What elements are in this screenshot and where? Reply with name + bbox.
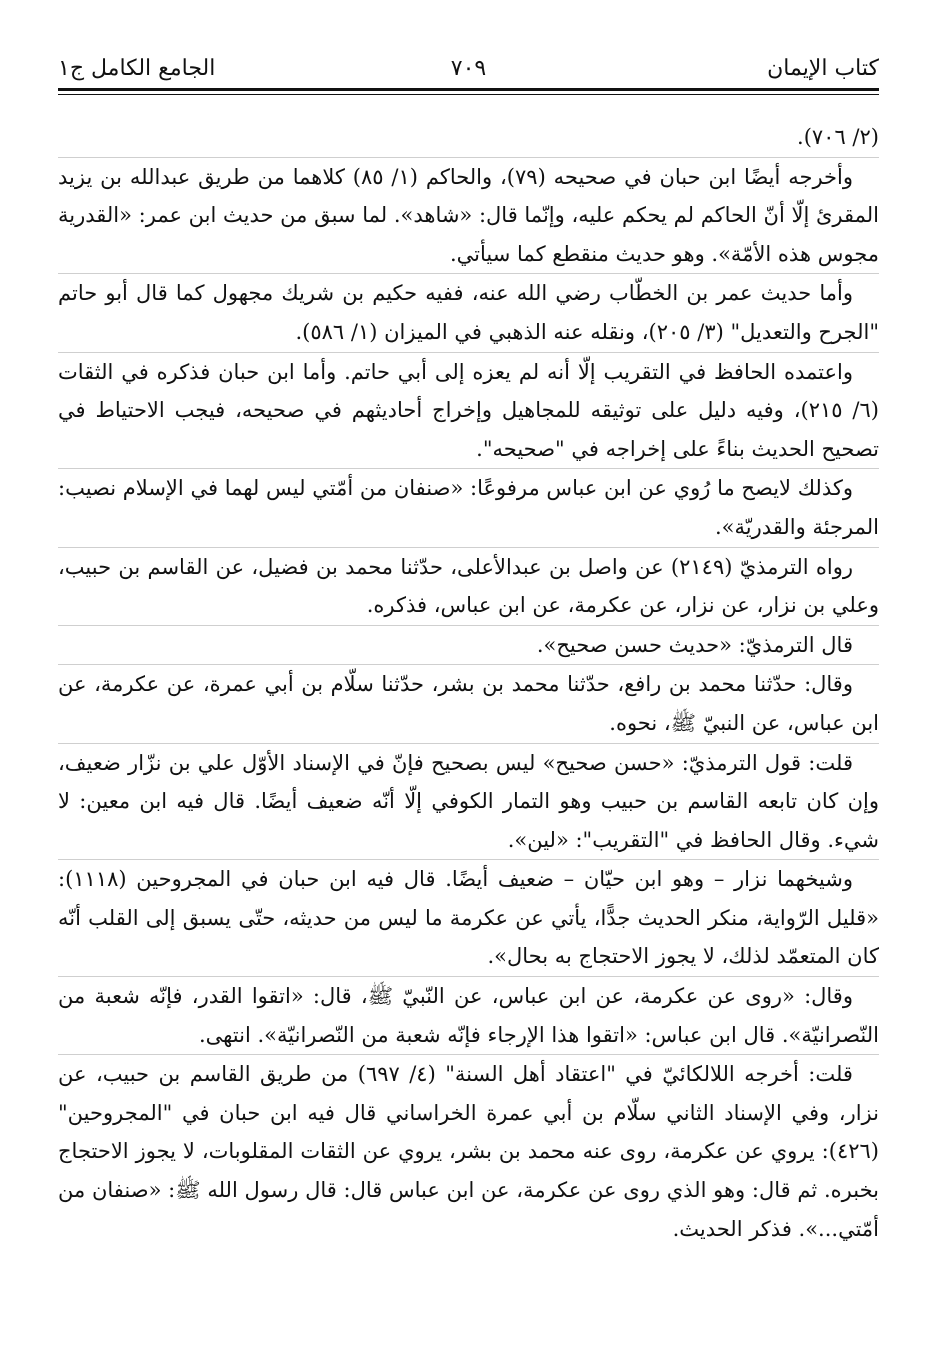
paragraph-4: واعتمده الحافظ في التقريب إلّا أنه لم يعزه إلى أبي حاتم. وأما ابن حبان فذكره في الثقات (٦/ ٢١٥)، وفيه دليل على توثيقه للمجاهيل وإخراج أحاديثهم في صحيحه، فيجب الاحتياط في تصحيح الحديث بناءً على إخراجه في "صحيحه". xyxy=(58,359,879,461)
paragraph-3: وأما حديث عمر بن الخطّاب رضي الله عنه، ففيه حكيم بن شريك مجهول كما قال أبو حاتم "الجرح والتعديل" (٣/ ٢٠٥)، ونقله عنه الذهبي في الميزان (١/ ٥٨٦). xyxy=(58,281,879,344)
paragraph-10: وشيخهما نزار – وهو ابن حيّان – ضعيف أيضًا. قال فيه ابن حبان في المجروحين (١١١٨): «قليل الرّواية، منكر الحديث جدًّا، يأتي عن عكرمة ما ليس من حديثه، حتّى يسبق إلى القلب أنّه كان المتعمّد لذلك، لا يجوز الاحتجاج به بحال». xyxy=(58,867,879,969)
paragraph-7: قال الترمذيّ: «حديث حسن صحيح». xyxy=(536,632,853,657)
paragraph-6: رواه الترمذيّ (٢١٤٩) عن واصل بن عبدالأعلى، حدّثنا محمد بن فضيل، عن القاسم بن حبيب، وعلي بن نزار، عن نزار، عن عكرمة، عن ابن عباس، فذكره. xyxy=(58,554,879,618)
paragraph-11: وقال: «روى عن عكرمة، عن ابن عباس، عن النّبيّ ﷺ، قال: «اتقوا القدر، فإنّه شعبة من النّصرانيّة». قال ابن عباس: «اتقوا هذا الإرجاء فإنّه شعبة من النّصرانيّة». انتهى. xyxy=(58,984,879,1047)
paragraph-2: وأخرجه أيضًا ابن حبان في صحيحه (٧٩)، والحاكم (١/ ٨٥) كلاهما من طريق عبدالله بن يزيد المقرئ إلّا أنّ الحاكم لم يحكم عليه، وإنّما قال: «شاهد». لما سبق من حديث ابن عمر: «القدرية مجوس هذه الأمّة». وهو حديث منقطع كما سيأتي. xyxy=(58,164,879,266)
paragraph-9: قلت: قول الترمذيّ: «حسن صحيح» ليس بصحيح فإنّ في الإسناد الأوّل علي بن نزّار ضعيف، وإن كان تابعه القاسم بن حبيب وهو التمار الكوفي إلّا أنّه ضعيف أيضًا. قال فيه ابن معين: لا شيء. وقال الحافظ في "التقريب": «لين». xyxy=(58,750,879,852)
running-header xyxy=(58,50,879,96)
page-number: ٧٠٩ xyxy=(450,56,487,81)
chapter-title: كتاب الإيمان xyxy=(767,56,879,81)
paragraph-12: قلت: أخرجه اللالكائيّ في "اعتقاد أهل السنة" (٤/ ٦٩٧) من طريق القاسم بن حبيب، عن نزار، وفي الإسناد الثاني سلّام بن أبي عمرة الخراساني قال فيه ابن حبان في "المجروحين" (٤٢٦): يروي عن عكرمة، روى عنه محمد بن بشر، يروي عن الثقات المقلوبات، لا يجوز الاحتجاج بخبره. ثم قال: وهو الذي روى عن عكرمة، عن ابن عباس قال: قال رسول الله ﷺ: «صنفان من أمّتي...». فذكر الحديث. xyxy=(58,1062,879,1241)
paragraph-8: وقال: حدّثنا محمد بن رافع، حدّثنا محمد بن بشر، حدّثنا سلّام بن أبي عمرة، عن عكرمة، عن ابن عباس، عن النبيّ ﷺ، نحوه. xyxy=(58,672,879,735)
page-body xyxy=(58,118,879,1248)
paragraph-1: (٢/ ٧٠٦). xyxy=(797,125,879,149)
book-title: الجامع الكامل ج١ xyxy=(58,56,216,81)
header-rule-thick xyxy=(58,88,879,91)
header-rule-thin xyxy=(58,94,879,95)
paragraph-5: وكذلك لايصح ما رُوي عن ابن عباس مرفوعًا: «صنفان من أمّتي ليس لهما في الإسلام نصيب: المرجئة والقدريّة». xyxy=(58,476,879,539)
